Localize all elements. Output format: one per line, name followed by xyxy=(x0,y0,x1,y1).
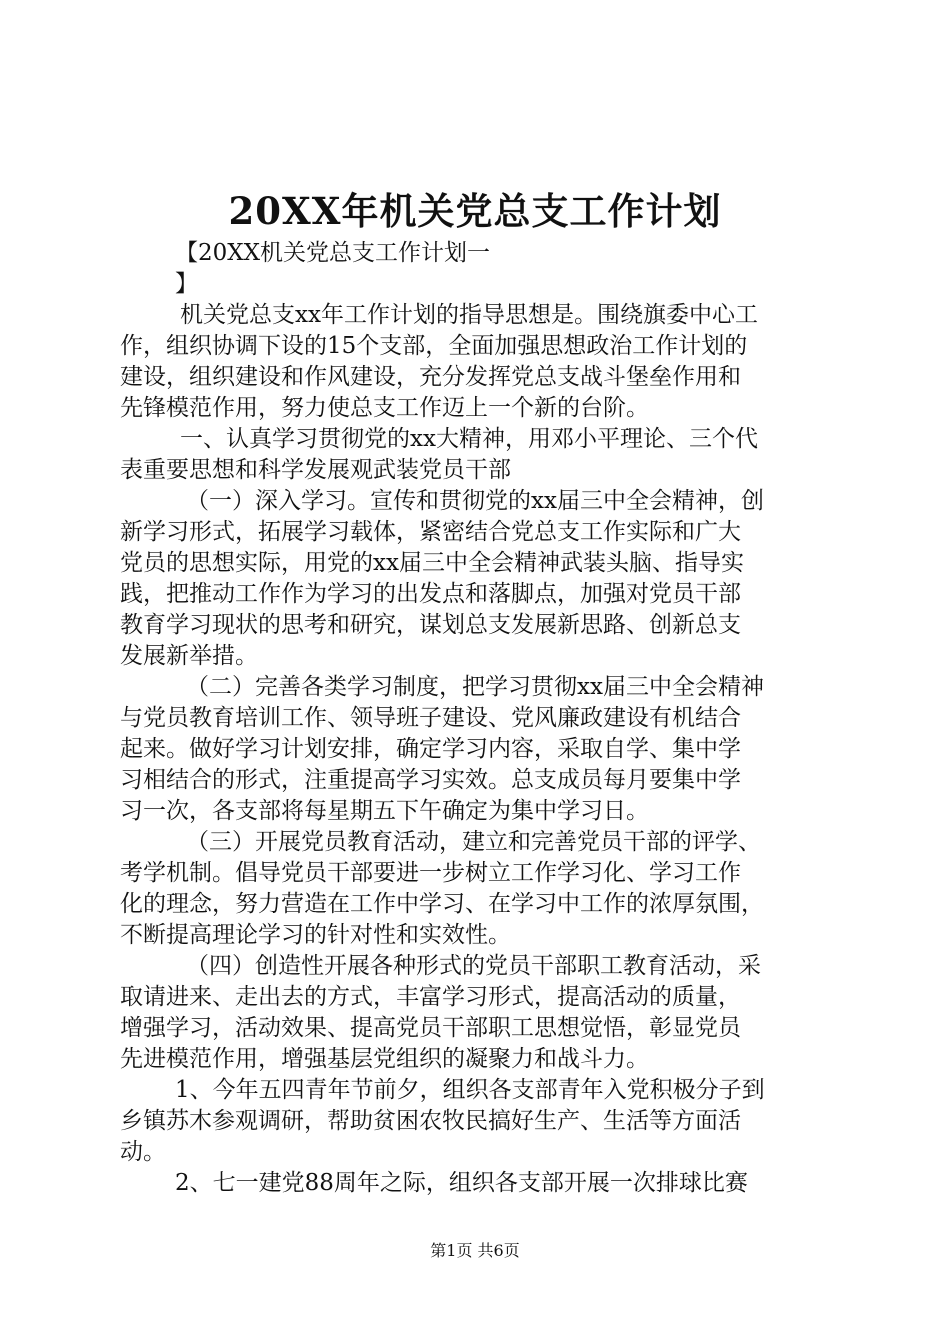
document-body xyxy=(120,238,836,1199)
body-line: 机关党总支xx年工作计划的指导思想是。围绕旗委中心工 xyxy=(180,302,758,328)
body-line: 践，把推动工作作为学习的出发点和落脚点，加强对党员干部 xyxy=(120,581,741,607)
body-line: （一）深入学习。宣传和贯彻党的xx届三中全会精神，创 xyxy=(186,488,764,514)
body-line: （二）完善各类学习制度，把学习贯彻xx届三中全会精神 xyxy=(186,674,764,700)
body-line: 一、认真学习贯彻党的xx大精神，用邓小平理论、三个代 xyxy=(180,426,758,452)
body-line: 】 xyxy=(175,271,198,297)
body-line: 党员的思想实际，用党的xx届三中全会精神武装头脑、指导实 xyxy=(120,550,744,576)
body-line: 作，组织协调下设的15个支部，全面加强思想政治工作计划的 xyxy=(120,333,748,359)
body-line: 表重要思想和科学发展观武装党员干部 xyxy=(120,457,511,483)
page-footer: 第1页 共6页 xyxy=(430,1241,520,1260)
body-line: 先锋模范作用，努力使总支工作迈上一个新的台阶。 xyxy=(120,395,649,421)
body-line: 2、七一建党88周年之际，组织各支部开展一次排球比赛 xyxy=(175,1170,748,1196)
body-line: 发展新举措。 xyxy=(120,643,258,669)
body-line: 新学习形式，拓展学习载体，紧密结合党总支工作实际和广大 xyxy=(120,519,741,545)
body-line: 不断提高理论学习的针对性和实效性。 xyxy=(120,922,511,948)
body-line: 乡镇苏木参观调研，帮助贫困农牧民搞好生产、生活等方面活 xyxy=(120,1108,741,1134)
body-line: 起来。做好学习计划安排，确定学习内容，采取自学、集中学 xyxy=(120,736,741,762)
body-line: 习相结合的形式，注重提高学习实效。总支成员每月要集中学 xyxy=(120,767,741,793)
body-line: 建设，组织建设和作风建设，充分发挥党总支战斗堡垒作用和 xyxy=(120,364,741,390)
body-line: 习一次，各支部将每星期五下午确定为集中学习日。 xyxy=(120,798,649,824)
body-line: 先进模范作用，增强基层党组织的凝聚力和战斗力。 xyxy=(120,1046,649,1072)
body-line: 动。 xyxy=(120,1139,166,1165)
body-line: 取请进来、走出去的方式，丰富学习形式，提高活动的质量， xyxy=(120,984,741,1010)
body-line: 与党员教育培训工作、领导班子建设、党风廉政建设有机结合 xyxy=(120,705,741,731)
body-line: 教育学习现状的思考和研究，谋划总支发展新思路、创新总支 xyxy=(120,612,741,638)
body-line: 1、今年五四青年节前夕，组织各支部青年入党积极分子到 xyxy=(175,1077,765,1103)
body-line: 增强学习，活动效果、提高党员干部职工思想觉悟，彰显党员 xyxy=(120,1015,741,1041)
document-title: 20XX年机关党总支工作计划 xyxy=(228,189,722,233)
body-line: 考学机制。倡导党员干部要进一步树立工作学习化、学习工作 xyxy=(120,860,741,886)
body-line: 化的理念，努力营造在工作中学习、在学习中工作的浓厚氛围， xyxy=(120,891,764,917)
body-line: （四）创造性开展各种形式的党员干部职工教育活动，采 xyxy=(186,953,761,979)
body-line: （三）开展党员教育活动，建立和完善党员干部的评学、 xyxy=(186,829,761,855)
body-line: 【20XX机关党总支工作计划一 xyxy=(175,240,491,266)
